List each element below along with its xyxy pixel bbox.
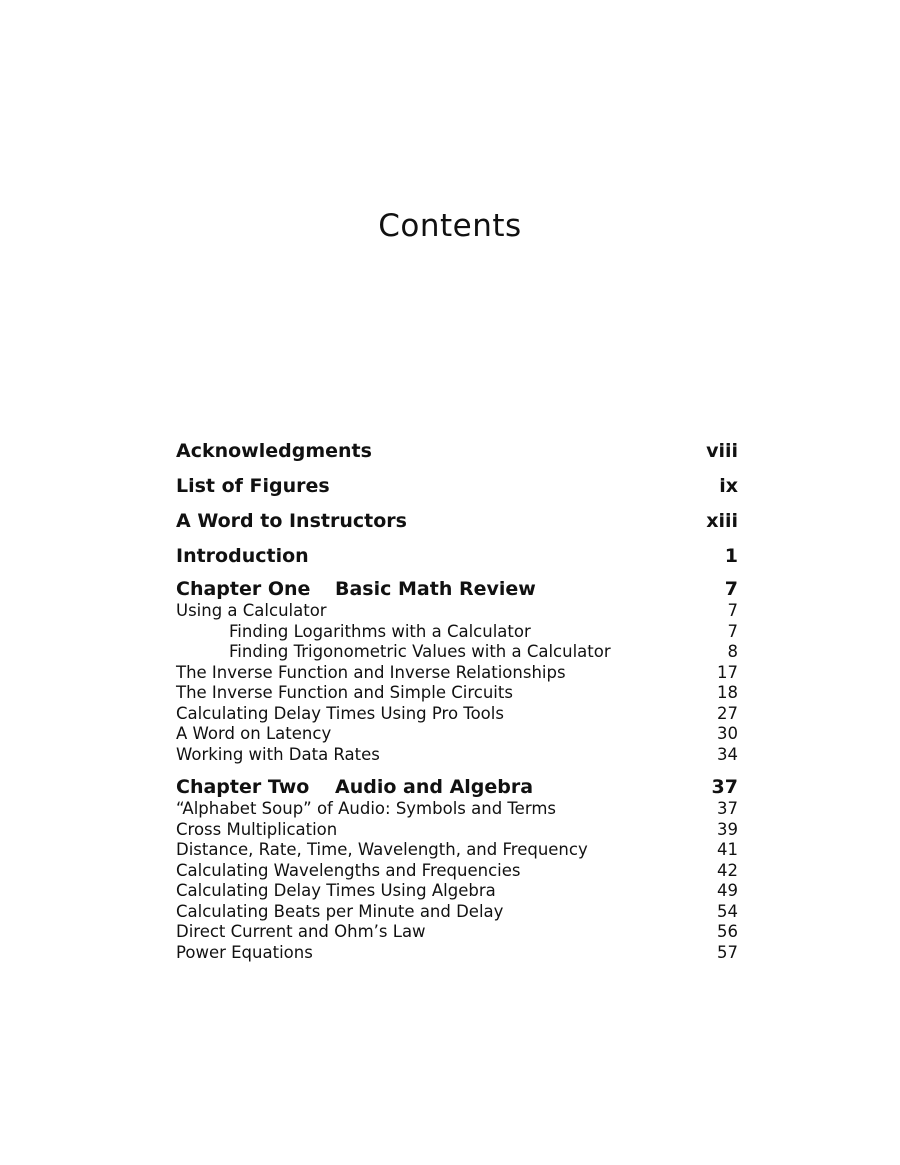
toc-section[interactable] xyxy=(176,601,738,622)
toc-section-label: Calculating Delay Times Using Algebra xyxy=(176,881,496,900)
toc-section-label: Calculating Wavelengths and Frequencies xyxy=(176,860,521,880)
toc-entry-page: viii xyxy=(706,440,738,462)
toc-section-label: Distance, Rate, Time, Wavelength, and Frequency xyxy=(176,840,588,859)
toc-entry-label: Introduction xyxy=(176,545,309,567)
toc-section-page: 54 xyxy=(717,901,738,921)
toc-section[interactable] xyxy=(176,922,738,943)
page-title: Contents xyxy=(378,208,522,244)
toc-section-page: 56 xyxy=(717,922,738,941)
toc-section-page: 30 xyxy=(717,724,738,743)
chapter-number: Chapter One xyxy=(176,578,311,600)
toc-section-label: Working with Data Rates xyxy=(176,744,380,764)
toc-entry-label: Acknowledgments xyxy=(176,440,372,462)
spacer xyxy=(176,765,738,774)
toc-section[interactable] xyxy=(176,943,738,964)
toc-section[interactable] xyxy=(176,683,738,704)
toc-section[interactable] xyxy=(176,820,738,841)
toc-section-page: 27 xyxy=(717,703,738,723)
toc-section-page: 57 xyxy=(717,942,738,962)
toc-section[interactable] xyxy=(176,840,738,861)
toc-subsection[interactable] xyxy=(176,622,738,643)
toc-section-label: Finding Logarithms with a Calculator xyxy=(229,621,531,641)
toc-chapter-two[interactable] xyxy=(176,776,738,799)
toc-section-label: Finding Trigonometric Values with a Calculator xyxy=(229,642,611,661)
toc-section-page: 39 xyxy=(717,819,738,839)
toc-section-page: 18 xyxy=(717,683,738,702)
toc-entry-page: 7 xyxy=(724,578,738,600)
toc-section-page: 41 xyxy=(717,840,738,859)
toc-entry-page: ix xyxy=(719,475,738,497)
toc-section-label: Calculating Delay Times Using Pro Tools xyxy=(176,703,504,723)
toc-entry-label: List of Figures xyxy=(176,475,330,497)
toc-section[interactable] xyxy=(176,799,738,820)
toc-entry-list-of-figures[interactable] xyxy=(176,471,738,506)
toc-chapter-one[interactable] xyxy=(176,578,738,601)
toc-section-label: A Word on Latency xyxy=(176,724,332,743)
toc-section-label: Using a Calculator xyxy=(176,601,327,620)
chapter-title: Basic Math Review xyxy=(335,578,536,600)
toc-section-label: Calculating Beats per Minute and Delay xyxy=(176,901,504,921)
toc-section-label: Power Equations xyxy=(176,942,313,962)
toc-section[interactable] xyxy=(176,745,738,766)
toc-entry-acknowledgments[interactable] xyxy=(176,436,738,471)
toc-chapter-heading xyxy=(176,578,536,601)
toc-section[interactable] xyxy=(176,902,738,923)
toc-section[interactable] xyxy=(176,881,738,902)
toc-entry-introduction[interactable] xyxy=(176,541,738,576)
toc-section[interactable] xyxy=(176,724,738,745)
toc-entry-page: 1 xyxy=(724,545,738,567)
toc-subsection[interactable] xyxy=(176,642,738,663)
toc-section-label: The Inverse Function and Simple Circuits xyxy=(176,683,513,702)
toc-section[interactable] xyxy=(176,861,738,882)
toc-section[interactable] xyxy=(176,663,738,684)
toc-section-page: 17 xyxy=(717,662,738,682)
toc-section-label: Direct Current and Ohm’s Law xyxy=(176,922,426,941)
toc-section-page: 34 xyxy=(717,744,738,764)
toc-section-label: The Inverse Function and Inverse Relationships xyxy=(176,662,566,682)
chapter-title: Audio and Algebra xyxy=(335,776,534,798)
toc-section[interactable] xyxy=(176,704,738,725)
toc-section-label: Cross Multiplication xyxy=(176,819,338,839)
toc-chapter-heading xyxy=(176,776,533,799)
toc-section-page: 37 xyxy=(717,799,738,818)
toc-entry-word-to-instructors[interactable] xyxy=(176,506,738,541)
chapter-number: Chapter Two xyxy=(176,776,310,798)
table-of-contents xyxy=(176,436,738,963)
toc-section-page: 8 xyxy=(727,642,738,661)
toc-section-page: 7 xyxy=(727,601,738,620)
toc-section-label: “Alphabet Soup” of Audio: Symbols and Terms xyxy=(176,799,556,818)
toc-section-page: 49 xyxy=(717,881,738,900)
toc-section-page: 42 xyxy=(717,860,738,880)
toc-section-page: 7 xyxy=(727,621,738,641)
toc-entry-page: xiii xyxy=(706,510,738,532)
toc-entry-label: A Word to Instructors xyxy=(176,510,407,532)
toc-entry-page: 37 xyxy=(711,776,738,798)
